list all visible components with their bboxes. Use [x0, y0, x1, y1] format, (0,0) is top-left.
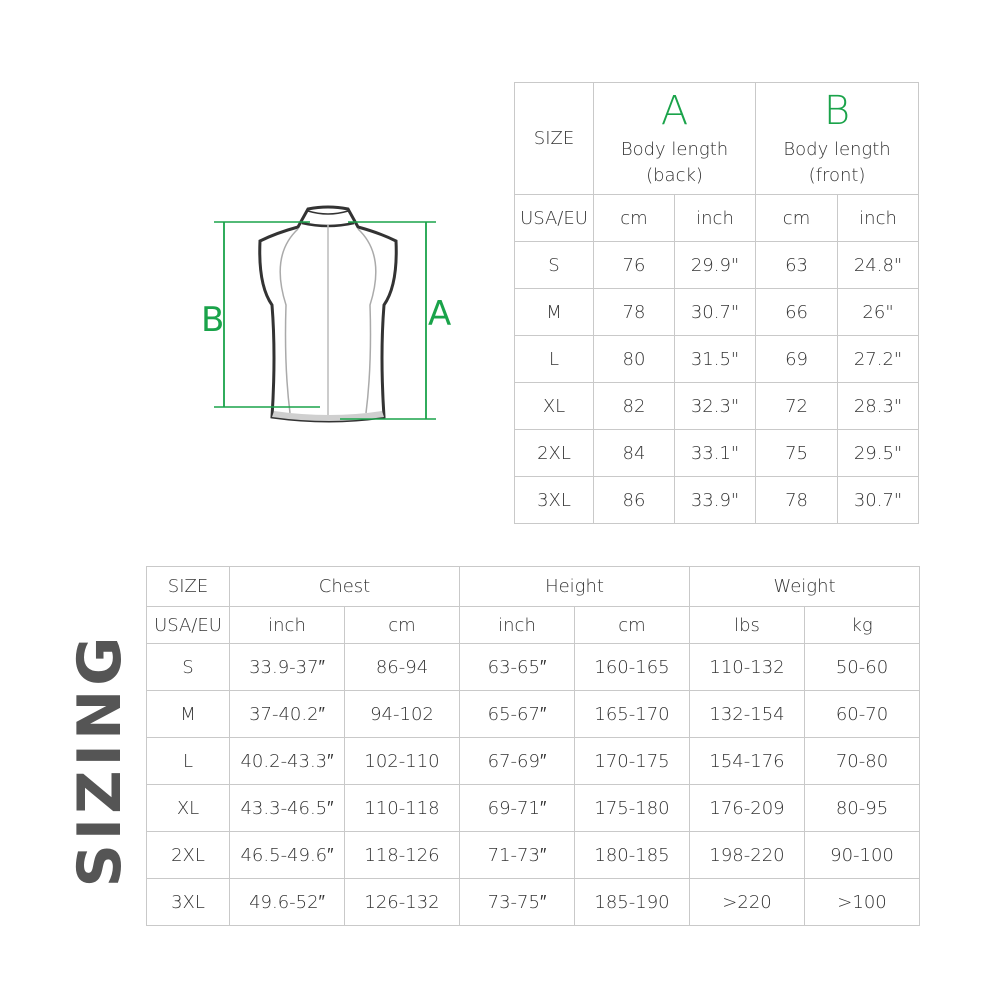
- size-cell: S: [515, 242, 594, 289]
- table-row: [515, 477, 919, 524]
- table-row: [147, 785, 920, 832]
- value-cell: 84: [594, 430, 675, 477]
- size-cell: XL: [147, 785, 230, 832]
- table-row: [515, 289, 919, 336]
- size-header: SIZE: [147, 567, 230, 607]
- column-b-title: Body length: [783, 138, 891, 160]
- value-cell: 94-102: [345, 691, 460, 738]
- table-row: [147, 832, 920, 879]
- value-cell: 46.5-49.6″: [230, 832, 345, 879]
- value-cell: 31.5": [675, 336, 756, 383]
- unit-cell: inch: [675, 195, 756, 242]
- value-cell: 170-175: [575, 738, 690, 785]
- value-cell: 90-100: [805, 832, 920, 879]
- value-cell: 27.2": [838, 336, 919, 383]
- value-cell: 37-40.2″: [230, 691, 345, 738]
- value-cell: 32.3": [675, 383, 756, 430]
- vest-outline-image: [190, 195, 450, 435]
- sizing-table: [146, 566, 920, 926]
- size-cell: 2XL: [515, 430, 594, 477]
- table-row: [147, 738, 920, 785]
- value-cell: >220: [690, 879, 805, 926]
- vest-diagram: [190, 195, 450, 440]
- table-row: [515, 383, 919, 430]
- value-cell: 43.3-46.5″: [230, 785, 345, 832]
- size-cell: 2XL: [147, 832, 230, 879]
- value-cell: 78: [594, 289, 675, 336]
- value-cell: >100: [805, 879, 920, 926]
- value-cell: 110-118: [345, 785, 460, 832]
- size-cell: M: [147, 691, 230, 738]
- value-cell: 63-65″: [460, 644, 575, 691]
- value-cell: 69-71″: [460, 785, 575, 832]
- value-cell: 33.9": [675, 477, 756, 524]
- size-cell: S: [147, 644, 230, 691]
- column-b-letter: B: [823, 87, 851, 134]
- value-cell: 30.7": [675, 289, 756, 336]
- value-cell: 86: [594, 477, 675, 524]
- value-cell: 69: [756, 336, 838, 383]
- value-cell: 71-73″: [460, 832, 575, 879]
- size-cell: M: [515, 289, 594, 336]
- column-a-letter: A: [660, 87, 689, 134]
- value-cell: 73-75″: [460, 879, 575, 926]
- value-cell: 26": [838, 289, 919, 336]
- value-cell: 76: [594, 242, 675, 289]
- unit-cell: cm: [575, 607, 690, 644]
- value-cell: 33.1": [675, 430, 756, 477]
- value-cell: 126-132: [345, 879, 460, 926]
- value-cell: 180-185: [575, 832, 690, 879]
- column-a-header: [594, 83, 756, 195]
- value-cell: 176-209: [690, 785, 805, 832]
- value-cell: 160-165: [575, 644, 690, 691]
- unit-cell: kg: [805, 607, 920, 644]
- unit-cell: inch: [230, 607, 345, 644]
- value-cell: 50-60: [805, 644, 920, 691]
- value-cell: 29.5": [838, 430, 919, 477]
- value-cell: 132-154: [690, 691, 805, 738]
- value-cell: 185-190: [575, 879, 690, 926]
- value-cell: 63: [756, 242, 838, 289]
- value-cell: 65-67″: [460, 691, 575, 738]
- size-header: SIZE: [515, 83, 594, 195]
- table-row: [515, 242, 919, 289]
- value-cell: 75: [756, 430, 838, 477]
- value-cell: 86-94: [345, 644, 460, 691]
- weight-header: Weight: [690, 567, 920, 607]
- column-a-subtitle: (back): [646, 164, 703, 186]
- table-header-row: [147, 567, 920, 607]
- value-cell: 80: [594, 336, 675, 383]
- value-cell: 24.8": [838, 242, 919, 289]
- table-row: [515, 430, 919, 477]
- value-cell: 49.6-52″: [230, 879, 345, 926]
- table-header-row: [515, 83, 919, 195]
- value-cell: 110-132: [690, 644, 805, 691]
- table-row: [147, 644, 920, 691]
- unit-cell: inch: [460, 607, 575, 644]
- value-cell: 70-80: [805, 738, 920, 785]
- column-b-subtitle: (front): [808, 164, 866, 186]
- chest-header: Chest: [230, 567, 460, 607]
- size-cell: L: [515, 336, 594, 383]
- value-cell: 60-70: [805, 691, 920, 738]
- value-cell: 102-110: [345, 738, 460, 785]
- column-b-header: [756, 83, 919, 195]
- unit-row: [515, 195, 919, 242]
- value-cell: 118-126: [345, 832, 460, 879]
- column-a-title: Body length: [620, 138, 729, 160]
- size-cell: L: [147, 738, 230, 785]
- sizing-title: SIZING: [65, 632, 135, 888]
- unit-cell: cm: [756, 195, 838, 242]
- size-cell: 3XL: [515, 477, 594, 524]
- size-cell: XL: [515, 383, 594, 430]
- unit-cell: cm: [594, 195, 675, 242]
- value-cell: 33.9-37″: [230, 644, 345, 691]
- value-cell: 82: [594, 383, 675, 430]
- dimension-a-label: A: [428, 294, 452, 334]
- value-cell: 40.2-43.3″: [230, 738, 345, 785]
- unit-cell: inch: [838, 195, 919, 242]
- value-cell: 154-176: [690, 738, 805, 785]
- size-cell: 3XL: [147, 879, 230, 926]
- value-cell: 29.9": [675, 242, 756, 289]
- value-cell: 72: [756, 383, 838, 430]
- value-cell: 198-220: [690, 832, 805, 879]
- value-cell: 78: [756, 477, 838, 524]
- value-cell: 175-180: [575, 785, 690, 832]
- value-cell: 165-170: [575, 691, 690, 738]
- table-row: [147, 879, 920, 926]
- unit-cell: lbs: [690, 607, 805, 644]
- table-row: [515, 336, 919, 383]
- value-cell: 28.3": [838, 383, 919, 430]
- unit-cell: USA/EU: [515, 195, 594, 242]
- value-cell: 80-95: [805, 785, 920, 832]
- height-header: Height: [460, 567, 690, 607]
- unit-row: [147, 607, 920, 644]
- unit-cell: cm: [345, 607, 460, 644]
- value-cell: 66: [756, 289, 838, 336]
- unit-cell: USA/EU: [147, 607, 230, 644]
- value-cell: 67-69″: [460, 738, 575, 785]
- body-length-table: [514, 82, 919, 524]
- table-row: [147, 691, 920, 738]
- value-cell: 30.7": [838, 477, 919, 524]
- dimension-b-label: B: [201, 300, 225, 340]
